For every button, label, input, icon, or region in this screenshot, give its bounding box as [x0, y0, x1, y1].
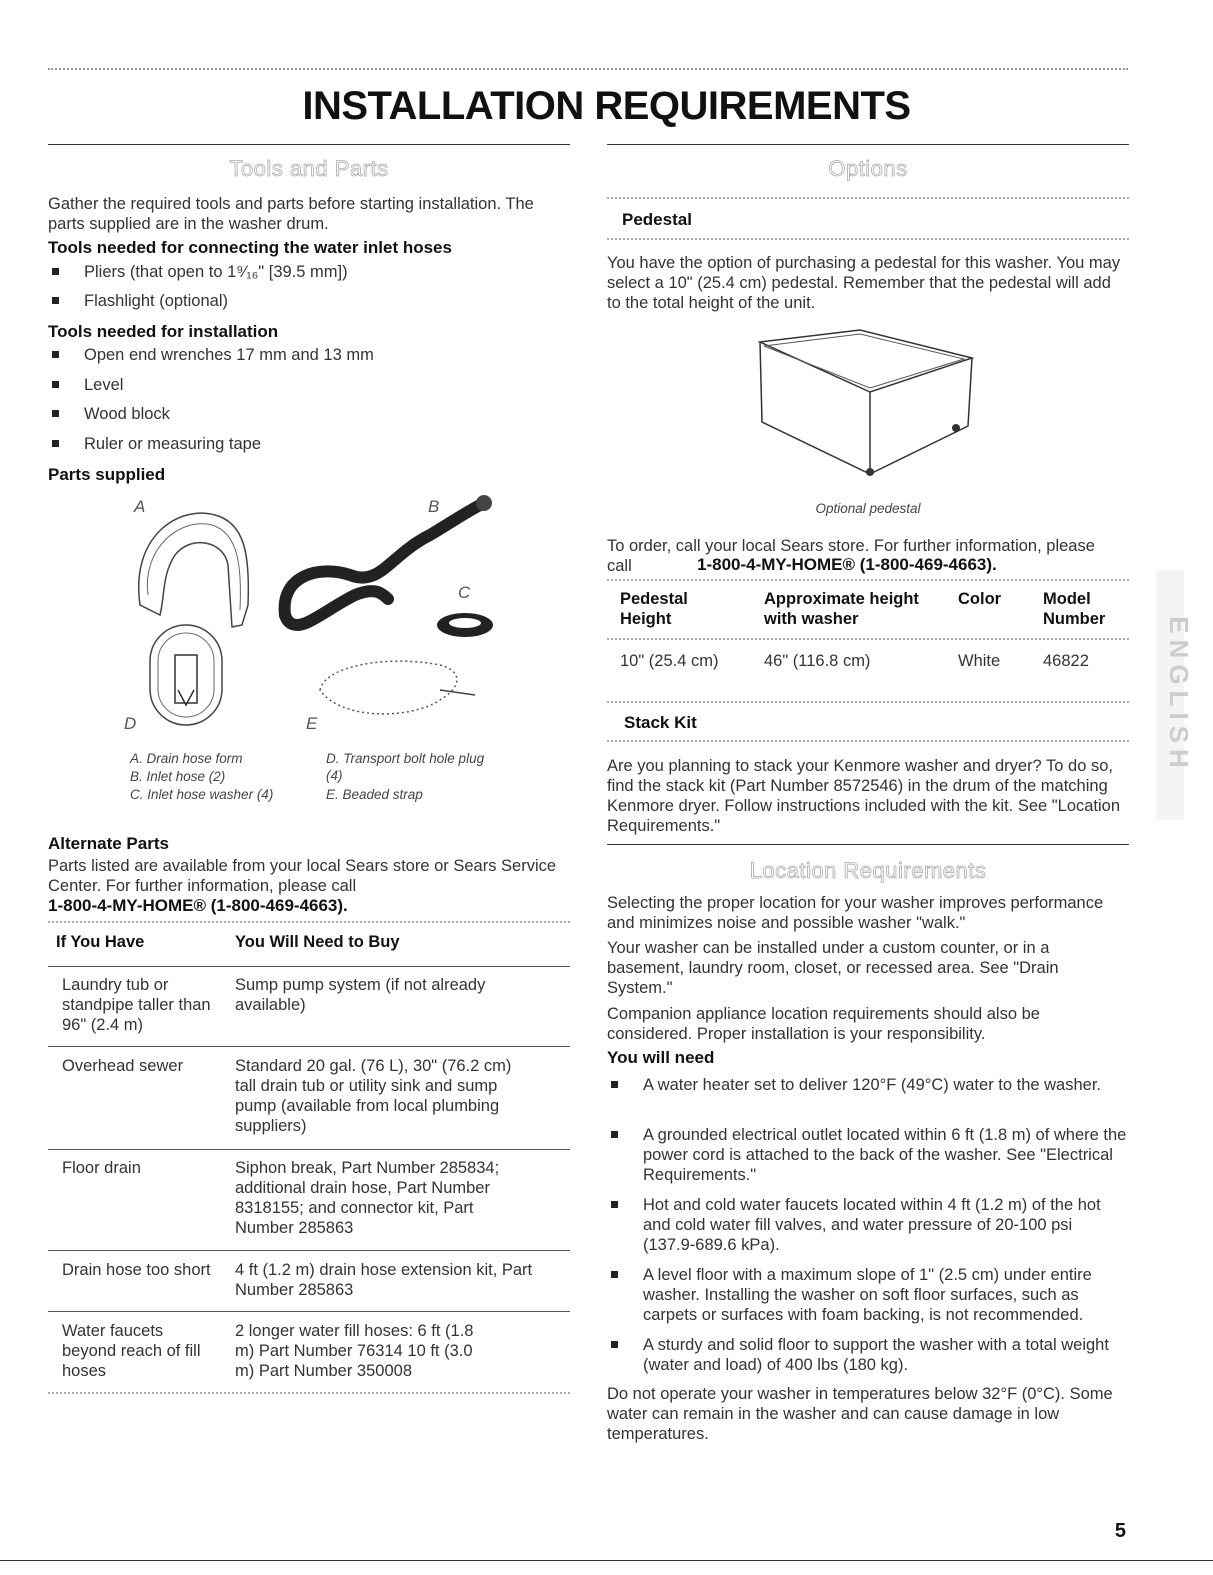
table-cell: 46" (116.8 cm)	[764, 652, 871, 670]
table-cell: Water faucets beyond reach of fill hoses	[62, 1322, 201, 1380]
table-rule	[48, 1392, 570, 1394]
table-rule	[48, 966, 570, 967]
table-rule	[607, 579, 1129, 581]
list-item: Open end wrenches 17 mm and 13 mm	[50, 345, 374, 365]
table-header: Approximate height with washer	[764, 590, 919, 628]
caption-b: B. Inlet hose (2)	[130, 769, 226, 784]
options-heading: Options	[828, 156, 908, 181]
part-label-b: B	[428, 497, 440, 516]
hoses-heading: Tools needed for connecting the water inlet hoses	[48, 238, 452, 257]
list-item: A water heater set to deliver 120°F (49°C) water to the washer.	[609, 1075, 1129, 1095]
part-label-a: A	[134, 497, 146, 516]
part-label-e: E	[306, 714, 318, 733]
table-rule	[48, 1149, 570, 1150]
list-item: Flashlight (optional)	[50, 291, 228, 311]
stack-heading: Stack Kit	[624, 713, 697, 732]
section-rule	[607, 144, 1129, 145]
list-item: Hot and cold water faucets located within 4 ft (1.2 m) of the hot and cold water fill valves, and water pressure of 20-100 psi (137.9-689.6 kPa).	[609, 1195, 1129, 1255]
need-heading: You will need	[607, 1048, 715, 1067]
list-item: A sturdy and solid floor to support the washer with a total weight (water and load) of 400 lbs (180 kg).	[609, 1335, 1129, 1375]
list-item: Pliers (that open to 1⁹⁄₁₆" [39.5 mm])	[50, 262, 348, 282]
page-title: INSTALLATION REQUIREMENTS	[302, 84, 911, 128]
part-label-d: D	[124, 714, 137, 733]
location-closing: Do not operate your washer in temperatures below 32°F (0°C). Some water can remain in the washer and can cause damage in low temperatures.	[607, 1385, 1113, 1443]
install-heading: Tools needed for installation	[48, 322, 279, 341]
table-cell: 2 longer water fill hoses: 6 ft (1.8 m) Part Number 76314 10 ft (3.0 m) Part Number 350008	[235, 1322, 474, 1380]
parts-heading: Parts supplied	[48, 465, 166, 484]
subsection-rule	[607, 740, 1129, 742]
order-phone: 1-800-4-MY-HOME® (1-800-469-4663).	[697, 555, 997, 574]
table-cell: Drain hose too short	[62, 1261, 211, 1279]
location-p3: Companion appliance location requirements should also be considered. Proper installation is your responsibility.	[607, 1005, 1040, 1043]
table-cell: Laundry tub or standpipe taller than 96" (2.4 m)	[62, 976, 211, 1034]
table-rule	[48, 921, 570, 923]
table-cell: Sump pump system (if not already available)	[235, 976, 486, 1014]
tools-heading: Tools and Parts	[229, 156, 389, 181]
table-rule	[48, 1250, 570, 1251]
top-dotted-border	[48, 68, 1128, 70]
caption-a: A. Drain hose form	[130, 751, 243, 766]
table-rule	[48, 1311, 570, 1312]
table-cell: Standard 20 gal. (76 L), 30" (76.2 cm) tall drain tub or utility sink and sump pump (available from local plumbing suppliers)	[235, 1057, 512, 1135]
list-item: Ruler or measuring tape	[50, 434, 261, 454]
table-cell: Overhead sewer	[62, 1057, 184, 1075]
pedestal-heading: Pedestal	[622, 210, 692, 229]
part-label-c: C	[458, 583, 471, 602]
caption-c: C. Inlet hose washer (4)	[130, 787, 274, 802]
section-rule	[48, 144, 570, 145]
parts-illustration	[120, 495, 520, 745]
subsection-rule	[607, 701, 1129, 703]
table-cell: 4 ft (1.2 m) drain hose extension kit, Part Number 285863	[235, 1261, 533, 1299]
alternate-heading: Alternate Parts	[48, 834, 169, 853]
list-item: A level floor with a maximum slope of 1" (2.5 cm) under entire washer. Installing the washer on soft floor surfaces, such as carpets or surfaces with foam backing, is not recommended.	[609, 1265, 1129, 1325]
pedestal-caption: Optional pedestal	[815, 501, 921, 516]
list-item: A grounded electrical outlet located within 6 ft (1.8 m) of where the power cord is attached to the back of the washer. See "Electrical Requirements."	[609, 1125, 1129, 1185]
alternate-intro: Parts listed are available from your local Sears store or Sears Service Center. For further information, please call	[48, 857, 557, 895]
alternate-phone: 1-800-4-MY-HOME® (1-800-469-4663).	[48, 896, 348, 915]
table-header: Color	[958, 590, 1002, 608]
pedestal-illustration	[750, 322, 980, 482]
table-rule	[607, 638, 1129, 640]
subsection-rule	[607, 238, 1129, 240]
page-number: 5	[1114, 1520, 1126, 1542]
pedestal-text: You have the option of purchasing a pedestal for this washer. You may select a 10" (25.4 cm) pedestal. Remember that the pedestal will add to the total height of the unit.	[607, 254, 1121, 312]
table-header: You Will Need to Buy	[235, 933, 400, 951]
order-text: To order, call your local Sears store. For further information, please call	[607, 537, 1095, 575]
table-header: Model Number	[1043, 590, 1106, 628]
section-rule	[607, 844, 1129, 845]
table-rule	[48, 1046, 570, 1047]
caption-e: E. Beaded strap	[326, 787, 423, 802]
location-heading: Location Requirements	[749, 858, 987, 883]
table-cell: 46822	[1043, 652, 1089, 670]
table-header: If You Have	[56, 933, 145, 951]
caption-d: D. Transport bolt hole plug (4)	[326, 751, 485, 783]
subsection-rule	[607, 197, 1129, 199]
table-cell: White	[958, 652, 1001, 670]
bottom-rule	[0, 1560, 1213, 1561]
table-cell: Floor drain	[62, 1159, 141, 1177]
table-cell: 10" (25.4 cm)	[620, 652, 719, 670]
location-p2: Your washer can be installed under a custom counter, or in a basement, laundry room, closet, or recessed area. See "Drain System."	[607, 939, 1059, 997]
table-cell: Siphon break, Part Number 285834; additional drain hose, Part Number 8318155; and connector kit, Part Number 285863	[235, 1159, 500, 1237]
list-item: Level	[50, 375, 123, 395]
stack-text: Are you planning to stack your Kenmore washer and dryer? To do so, find the stack kit (Part Number 8572546) in the drum of the matching Kenmore dryer. Follow instructions included with the kit. See "Location Requirements."	[607, 757, 1121, 835]
table-header: Pedestal Height	[620, 590, 688, 628]
location-p1: Selecting the proper location for your washer improves performance and minimizes noise and possible washer "walk."	[607, 894, 1104, 932]
side-tab-text: ENGLISH	[1164, 616, 1194, 774]
list-item: Wood block	[50, 404, 170, 424]
language-side-tab	[1152, 570, 1194, 820]
tools-intro: Gather the required tools and parts before starting installation. The parts supplied are in the washer drum.	[48, 195, 534, 233]
